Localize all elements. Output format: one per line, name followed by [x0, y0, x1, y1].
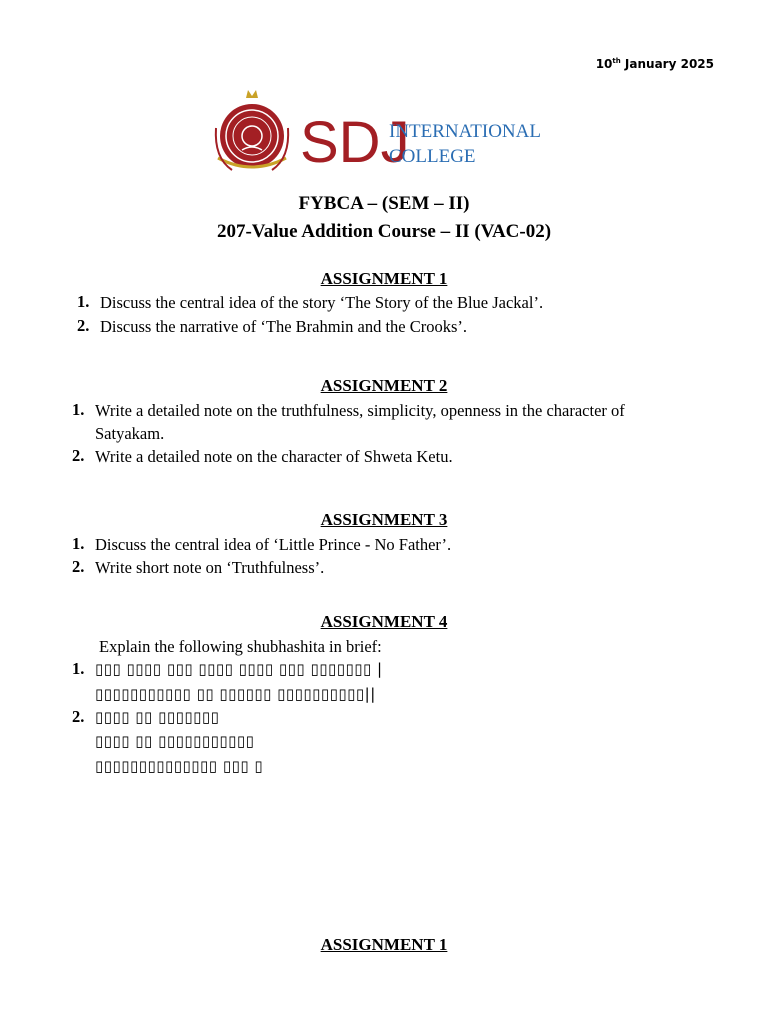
list-number: 2. — [72, 557, 85, 576]
assignment-3-heading: ASSIGNMENT 3 — [320, 510, 448, 529]
list-number: 1. — [72, 659, 85, 678]
shubhashita-line: ▯▯▯▯▯▯▯▯▯▯▯ ▯▯ ▯▯▯▯▯▯ ▯▯▯▯▯▯▯▯▯▯|| — [95, 685, 376, 703]
assignment-1-heading: ASSIGNMENT 1 — [320, 269, 448, 288]
assignment-4-intro: Explain the following shubhashita in brief: — [99, 637, 382, 656]
date-month-year: January 2025 — [620, 57, 714, 71]
list-item: Discuss the narrative of ‘The Brahmin and the Crooks’. — [100, 317, 468, 336]
list-number: 2. — [72, 446, 85, 465]
next-assignment-1-heading: ASSIGNMENT 1 — [320, 935, 448, 954]
course-subtitle: 207-Value Addition Course – II (VAC-02) — [216, 221, 552, 242]
list-number: 1. — [77, 292, 90, 311]
course-title: FYBCA – (SEM – II) — [298, 193, 470, 214]
document-date — [596, 57, 714, 71]
date-day: 10 — [595, 57, 613, 71]
list-item-continuation: Satyakam. — [95, 424, 165, 443]
logo-sdj-text: SDJ — [300, 110, 410, 175]
list-item: Write short note on ‘Truthfulness’. — [95, 558, 325, 577]
shubhashita-line: ▯▯▯▯▯▯▯▯▯▯▯▯▯▯ ▯▯▯ ▯ — [95, 757, 264, 775]
list-item: Write a detailed note on the character of Shweta Ketu. — [95, 447, 453, 466]
college-logo — [212, 88, 557, 180]
list-number: 2. — [72, 707, 85, 726]
logo-international-text: INTERNATIONAL — [389, 121, 541, 142]
list-number: 1. — [72, 400, 85, 419]
shubhashita-line: ▯▯▯ ▯▯▯▯ ▯▯▯ ▯▯▯▯ ▯▯▯▯ ▯▯▯ ▯▯▯▯▯▯▯ | — [95, 660, 383, 678]
shubhashita-line: ▯▯▯▯ ▯▯ ▯▯▯▯▯▯▯▯▯▯▯ — [95, 732, 255, 750]
assignment-4-heading: ASSIGNMENT 4 — [320, 612, 448, 631]
list-item: Discuss the central idea of ‘Little Prince - No Father’. — [95, 535, 452, 554]
list-number: 1. — [72, 534, 85, 553]
date-suffix: th — [612, 57, 621, 65]
list-item: Discuss the central idea of the story ‘The Story of the Blue Jackal’. — [100, 293, 544, 312]
college-seal-icon — [216, 90, 288, 170]
list-item: Write a detailed note on the truthfulness, simplicity, openness in the character of — [95, 401, 625, 420]
logo-college-text: COLLEGE — [389, 146, 476, 167]
shubhashita-line: ▯▯▯▯ ▯▯ ▯▯▯▯▯▯▯ — [95, 708, 220, 726]
list-number: 2. — [77, 316, 90, 335]
assignment-2-heading: ASSIGNMENT 2 — [320, 376, 448, 395]
